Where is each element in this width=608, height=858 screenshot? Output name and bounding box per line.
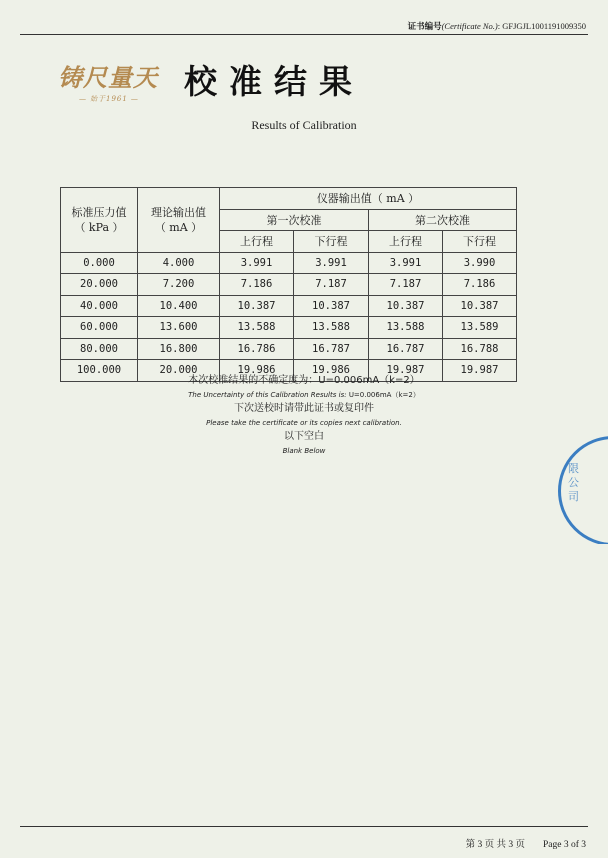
- header-pressure-label: 标准压力值: [71, 205, 127, 219]
- logo-sub-text: — 始于1961 —: [58, 94, 182, 104]
- table-row: [61, 317, 517, 339]
- calibration-notes: [0, 374, 608, 458]
- cert-no-label: 证书编号: [407, 21, 442, 31]
- table-row: [61, 274, 517, 296]
- cert-no-value: : GFJGJL1001191009350: [497, 21, 586, 31]
- page-subtitle: Results of Calibration: [251, 118, 357, 132]
- uncertainty-zh-label: 本次校准结果的不确定度为：: [188, 375, 319, 386]
- cell-theory: 20.000: [138, 360, 220, 382]
- table-row: [61, 295, 517, 317]
- page-number-zh: 第 3 页 共 3 页: [465, 840, 525, 850]
- cell-second-down: 13.589: [443, 317, 517, 339]
- header-theory: [138, 188, 220, 253]
- header-theory-label: 理论输出值: [151, 205, 206, 219]
- cell-first-down: 16.787: [294, 338, 369, 360]
- cell-first-down: 19.986: [294, 360, 369, 382]
- uncertainty-value: U=0.006mA（k=2）: [318, 375, 420, 386]
- header-second-calibration: 第二次校准: [369, 209, 517, 231]
- table-row: [61, 338, 517, 360]
- header-pressure-unit: （ kPa ）: [74, 220, 124, 234]
- header-first-down: 下行程: [294, 231, 369, 253]
- cell-first-down: 13.588: [294, 317, 369, 339]
- certificate-number: [408, 20, 586, 32]
- next-calibration-en: Please take the certificate or its copies next calibration.: [206, 419, 402, 427]
- cell-first-up: 19.986: [220, 360, 294, 382]
- cell-second-down: 19.987: [443, 360, 517, 382]
- cell-first-down: 10.387: [294, 295, 369, 317]
- cell-second-up: 13.588: [369, 317, 443, 339]
- page-footer: [466, 836, 586, 850]
- cert-no-label-en: (Certificate No.): [441, 21, 498, 31]
- cell-second-up: 10.387: [369, 295, 443, 317]
- uncertainty-value-en: U=0.006mA（k=2）: [348, 391, 420, 399]
- top-divider: [20, 34, 588, 35]
- brand-logo: [58, 58, 182, 106]
- calibration-results-table: [60, 187, 517, 382]
- uncertainty-en: [0, 388, 608, 402]
- cell-first-down: 7.187: [294, 274, 369, 296]
- cell-second-down: 16.788: [443, 338, 517, 360]
- header-second-up: 上行程: [369, 231, 443, 253]
- seal-ring: [558, 436, 608, 544]
- cell-second-down: 7.186: [443, 274, 517, 296]
- cell-second-down: 3.990: [443, 252, 517, 274]
- cell-pressure: 0.000: [61, 252, 138, 274]
- cell-theory: 4.000: [138, 252, 220, 274]
- page-title: 校准结果: [184, 62, 364, 101]
- logo-script-text: 铸尺量天: [58, 63, 158, 92]
- cell-second-up: 7.187: [369, 274, 443, 296]
- cell-theory: 13.600: [138, 317, 220, 339]
- cell-first-up: 16.786: [220, 338, 294, 360]
- seal-text: 限公司: [568, 462, 579, 503]
- cell-pressure: 20.000: [61, 274, 138, 296]
- blank-below-en: Blank Below: [282, 447, 326, 455]
- cell-first-down: 3.991: [294, 252, 369, 274]
- bottom-divider: [20, 826, 588, 827]
- header-theory-unit: （ mA ）: [154, 220, 203, 234]
- uncertainty-en-label: The Uncertainty of this Calibration Results is:: [188, 391, 347, 399]
- cell-pressure: 40.000: [61, 295, 138, 317]
- cell-second-up: 3.991: [369, 252, 443, 274]
- cell-second-up: 16.787: [369, 338, 443, 360]
- header-pressure: [61, 188, 138, 253]
- cell-first-up: 13.588: [220, 317, 294, 339]
- cell-second-down: 10.387: [443, 295, 517, 317]
- table-row: [61, 252, 517, 274]
- cell-pressure: 80.000: [61, 338, 138, 360]
- cell-first-up: 3.991: [220, 252, 294, 274]
- cell-first-up: 7.186: [220, 274, 294, 296]
- header-instrument: 仪器输出值（ mA ）: [220, 188, 517, 210]
- cell-second-up: 19.987: [369, 360, 443, 382]
- cell-theory: 10.400: [138, 295, 220, 317]
- cell-pressure: 100.000: [61, 360, 138, 382]
- blank-below-zh: 以下空白: [284, 431, 324, 442]
- header-second-down: 下行程: [443, 231, 517, 253]
- header-first-calibration: 第一次校准: [220, 209, 369, 231]
- uncertainty-zh: [0, 374, 608, 388]
- cell-first-up: 10.387: [220, 295, 294, 317]
- cell-pressure: 60.000: [61, 317, 138, 339]
- cell-theory: 7.200: [138, 274, 220, 296]
- header-first-up: 上行程: [220, 231, 294, 253]
- next-calibration-zh: 下次送校时请带此证书或复印件: [234, 403, 374, 414]
- cell-theory: 16.800: [138, 338, 220, 360]
- official-seal: [558, 436, 608, 544]
- page-number-en: Page 3 of 3: [542, 840, 586, 850]
